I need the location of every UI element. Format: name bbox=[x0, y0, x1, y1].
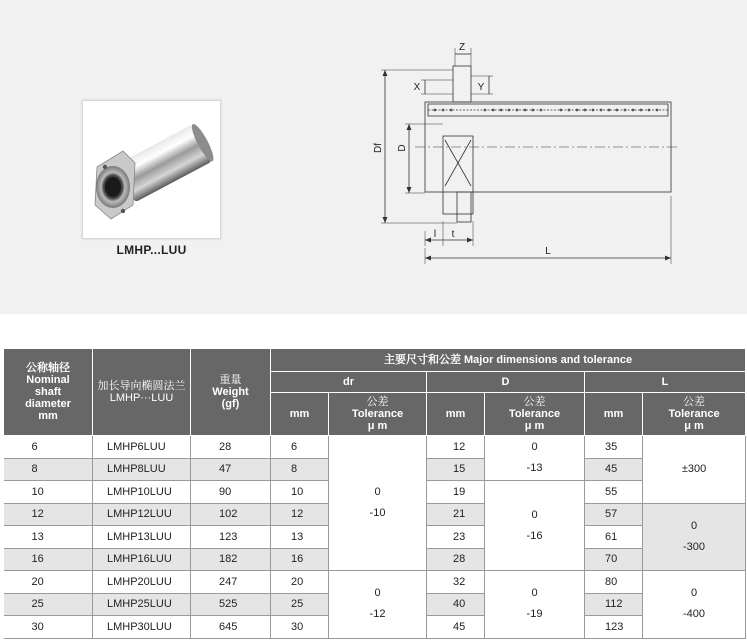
D-header: D bbox=[427, 372, 585, 393]
table-row: 16 LMHP16LUU 182 16 28 70 bbox=[4, 548, 746, 571]
shaft-header: 公称轴径 Nominal shaft diameter mm bbox=[4, 349, 93, 436]
L-mm-header: mm bbox=[585, 393, 643, 436]
table-row: 12 LMHP12LUU 102 12 21 57 0 -300 bbox=[4, 503, 746, 526]
d-label: D bbox=[397, 144, 408, 152]
D-tolerance-header: 公差 Tolerance μ m bbox=[485, 393, 585, 436]
table-row: 13 LMHP13LUU 123 13 23 61 bbox=[4, 526, 746, 549]
table-row: 10 LMHP10LUU 90 10 19 0 -16 55 bbox=[4, 481, 746, 504]
major-dimensions-header: 主要尺寸和公差 Major dimensions and tolerance bbox=[271, 349, 746, 372]
D-tolerance-2: 0 -16 bbox=[485, 481, 585, 571]
dr-header: dr bbox=[271, 372, 427, 393]
L-tolerance-3: 0 -400 bbox=[643, 571, 746, 639]
L-tolerance-header: 公差 Tolerance μ m bbox=[643, 393, 746, 436]
D-tolerance-1: 0 -13 bbox=[485, 436, 585, 481]
D-tolerance-3: 0 -19 bbox=[485, 571, 585, 639]
product-label: LMHP...LUU bbox=[116, 243, 187, 257]
l-big-label: L bbox=[545, 246, 551, 257]
t-label: t bbox=[451, 229, 455, 240]
l-small-label: l bbox=[433, 229, 437, 240]
L-tolerance-1: ±300 bbox=[643, 436, 746, 504]
table-row: 20 LMHP20LUU 247 20 0 -12 32 0 -19 80 0 -400 bbox=[4, 571, 746, 594]
D-mm-header: mm bbox=[427, 393, 485, 436]
dr-mm-header: mm bbox=[271, 393, 329, 436]
z-label: Z bbox=[458, 42, 466, 53]
df-label: Df bbox=[373, 143, 384, 153]
dr-tolerance-header: 公差 Tolerance μ m bbox=[329, 393, 427, 436]
dr-tolerance-2: 0 -12 bbox=[329, 571, 427, 639]
x-label: X bbox=[413, 82, 421, 93]
spec-table bbox=[3, 348, 746, 639]
linear-bearing-photo bbox=[82, 100, 221, 239]
y-label: Y bbox=[477, 82, 485, 93]
model-header: 加长导向椭圆法兰 LMHP···LUU bbox=[93, 349, 191, 436]
technical-drawing bbox=[365, 36, 685, 271]
dr-tolerance-1: 0 -10 bbox=[329, 436, 427, 571]
table-row: 25 LMHP25LUU 525 25 40 112 bbox=[4, 593, 746, 616]
table-row: 30 LMHP30LUU 645 30 45 123 bbox=[4, 616, 746, 639]
L-header: L bbox=[585, 372, 746, 393]
L-tolerance-2: 0 -300 bbox=[643, 503, 746, 571]
weight-header: 重量 Weight (gf) bbox=[191, 349, 271, 436]
table-row: 8 LMHP8LUU 47 8 15 45 bbox=[4, 458, 746, 481]
table-row: 6 LMHP6LUU 28 6 0 -10 12 0 -13 35 ±300 bbox=[4, 436, 746, 459]
